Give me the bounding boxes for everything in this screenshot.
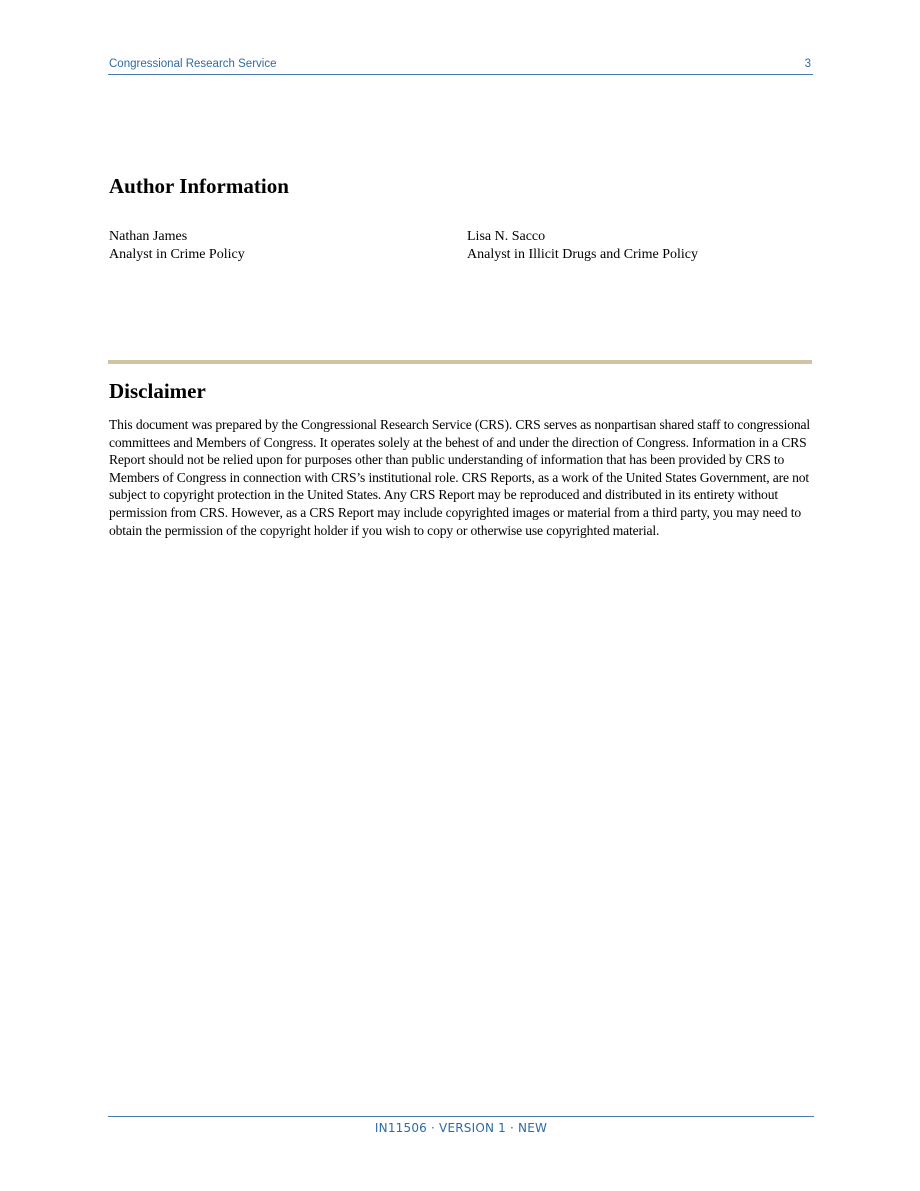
header-organization: Congressional Research Service: [109, 58, 277, 70]
header-page-number: 3: [804, 58, 811, 70]
author-block-1: [109, 228, 245, 264]
author-name: Nathan James: [109, 229, 188, 244]
footer-document-id: IN11506 · VERSION 1 · NEW: [374, 1121, 548, 1135]
author-information-heading: Author Information: [109, 174, 289, 198]
author-block-2: [467, 228, 698, 264]
author-name: Lisa N. Sacco: [467, 229, 546, 244]
disclaimer-paragraph: This document was prepared by the Congressional Research Service (CRS). CRS serves as nonpartisan shared staff to congressional committees and Members of Congress. It operates solely at the behest of and under the direction of Congress. Information in a CRS Report should not be relied upon for purposes other than public understanding of information that has been provided by CRS to Members of Congress in connection with CRS’s institutional role. CRS Reports, as a work of the United States Government, are not subject to copyright protection in the United States. Any CRS Report may be reproduced and distributed in its entirety without permission from CRS. However, as a CRS Report may include copyrighted images or material from a third party, you may need to obtain the permission of the copyright holder if you wish to copy or otherwise use copyrighted material.: [109, 417, 811, 538]
author-role: Analyst in Crime Policy: [109, 247, 245, 262]
page-header: [108, 56, 813, 75]
section-divider: [108, 360, 812, 364]
author-role: Analyst in Illicit Drugs and Crime Policy: [467, 247, 698, 262]
disclaimer-heading: Disclaimer: [109, 379, 206, 403]
footer-divider: [108, 1116, 814, 1117]
